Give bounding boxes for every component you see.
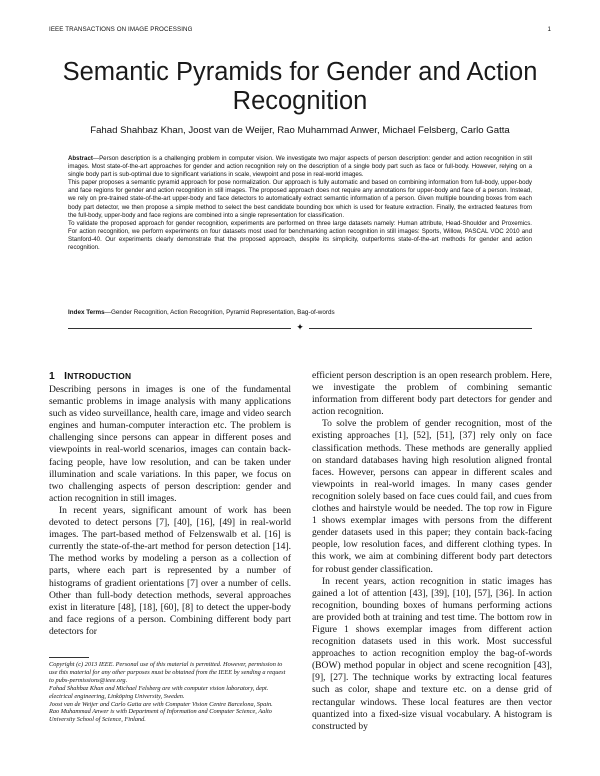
abstract: [68, 155, 532, 252]
section-number: 1: [49, 371, 55, 382]
index-terms: [68, 309, 532, 316]
abstract-paragraph-2: This paper proposes a semantic pyramid approach for pose normalization. Our approach is fully automatic and based on combining information from full-body, upper-body and face regions for gender and action recognition in still images. The proposed approach does not require any annotations for upper-body and face of a person. Instead, we rely on pre-trained state-of-the-art upper-body and face detectors to automatically extract semantic information of a person. Given multiple bounding boxes from each body part detector, we then propose a simple method to select the best candidate bounding box which is used for feature extraction. Finally, the extracted features from the full-body, upper-body and face regions are combined into a single representation for classification.: [68, 179, 532, 219]
body-paragraph: Describing persons in images is one of the fundamental semantic problems in image analysis with many applications such as video surveillance, health care, image and video search engines and human-computer interaction etc. The problem is challenging since persons can appear in different poses and viewpoints in real-world scenarios, images can contain back-facing people, have low resolution, and can be taken under illumination and scale variations. In this paper, we focus on two challenging aspects of person description: gender and action recognition in still images.: [49, 384, 291, 504]
body-paragraph: In recent years, significant amount of work has been devoted to detect persons [7], [40], [16], [49] in real-world images. The part-based method of Felzenswalb et al. [16] is currently the state-of-the-art method for person detection [14]. The method works by modeling a person as a collection of parts, where each part is represented by a number of histograms of gradient orientations [7] over a number of cells. Other than full-body detection methods, several approaches exist in literature [48], [18], [60], [8] to detect the upper-body and face regions of a person. Combining different body part detectors for: [49, 504, 291, 637]
section-heading: [49, 371, 131, 382]
left-column: [49, 384, 291, 638]
abstract-label: Abstract: [68, 155, 93, 162]
abstract-paragraph-3: To validate the proposed approach for gender recognition, experiments are performed on three large datasets namely: Human attribute, Head-Shoulder and Proxemics. For action recognition, we perform experiments on four datasets most used for benchmarking action recognition in still images: Sports, Willow, PASCAL VOC 2010 and Stanford-40. Our experiments clearly demonstrate that the proposed approach, despite its simplicity, outperforms state-of-the-art methods for gender and action recognition.: [68, 219, 532, 252]
section-initial: I: [64, 371, 68, 382]
running-head: IEEE TRANSACTIONS ON IMAGE PROCESSING: [49, 26, 193, 33]
divider-rule-left: [68, 328, 291, 329]
index-terms-text: —Gender Recognition, Action Recognition, Pyramid Representation, Bag-of-words: [104, 309, 335, 316]
footnote-rule: [49, 657, 89, 658]
paper-title: Semantic Pyramids for Gender and Action Recognition: [62, 58, 538, 115]
divider-diamond-icon: ✦: [296, 322, 304, 332]
index-terms-label: Index Terms: [68, 309, 105, 316]
section-title-rest: NTRODUCTION: [67, 371, 132, 381]
body-paragraph: To solve the problem of gender recognition, most of the existing approaches [1], [52], [51], [37] rely only on face classification methods. These methods are generally applied on standard databases having high resolution aligned frontal faces. However, persons can appear in different scales and viewpoints in real-world images. In many cases gender recognition solely based on face cues could fail, and cues from clothes and hairstyle would be needed. The top row in Figure 1 shows exemplar images with persons from the different gender datasets used in this paper; they contain back-facing people, low resolution faces, and different clothing types. In this work, we aim at combining different body part detectors for robust gender classification.: [312, 418, 552, 575]
copyright-note: Copyright (c) 2013 IEEE. Personal use of this material is permitted. However, permission to use this material for any other purposes must be obtained from the IEEE by sending a request to pubs-permissions@ieee.org.: [49, 661, 286, 684]
affiliation-note: Rao Muhammad Anwer is with Department of Information and Computer Science, Aalto University School of Science, Finland.: [49, 708, 272, 724]
affiliation-note: Fahad Shahbaz Khan and Michael Felsberg are with computer vision laboratory, dept. electrical engineering, Linköping University, Sweden.: [49, 684, 269, 700]
body-paragraph: In recent years, action recognition in static images has gained a lot of attention [43], [39], [10], [57], [36]. In action recognition, bounding boxes of humans performing actions are provided both at training and test time. The bottom row in Figure 1 shows exemplar images from different action recognition datasets used in this work. Most successful approaches to action recognition employ the bag-of-words (BOW) method popular in object and scene recognition [43], [9], [27]. The technique works by extracting local features such as color, shape and texture etc. on a dense grid of rectangular windows. These local features are then vector quantized into a fixed-size visual vocabulary. A histogram is constructed by: [312, 575, 552, 732]
abstract-text-1: —Person description is a challenging problem in computer vision. We investigate two major aspects of person description: gender and action recognition in still images. Most state-of-the-art approaches for gender and action recognition rely on the description of a single body part such as face or full-body. However, relying on a single body part is sub-optimal due to significant variations in scale, viewpoint and pose in real-world images.: [68, 155, 532, 179]
footnotes: [49, 661, 291, 724]
page-number: 1: [547, 26, 551, 33]
body-paragraph: efficient person description is an open research problem. Here, we investigate the problem of combining semantic information from different body part detectors for gender and action recognition.: [312, 370, 552, 418]
affiliation-note: Joost van de Weijer and Carlo Gatta are with Computer Vision Centre Barcelona, Spain.: [49, 700, 273, 708]
right-column: [312, 370, 552, 733]
abstract-paragraph-1: [68, 155, 532, 179]
author-list: Fahad Shahbaz Khan, Joost van de Weijer, Rao Muhammad Anwer, Michael Felsberg, Carlo Gatta: [90, 125, 510, 136]
divider-rule-right: [309, 328, 532, 329]
